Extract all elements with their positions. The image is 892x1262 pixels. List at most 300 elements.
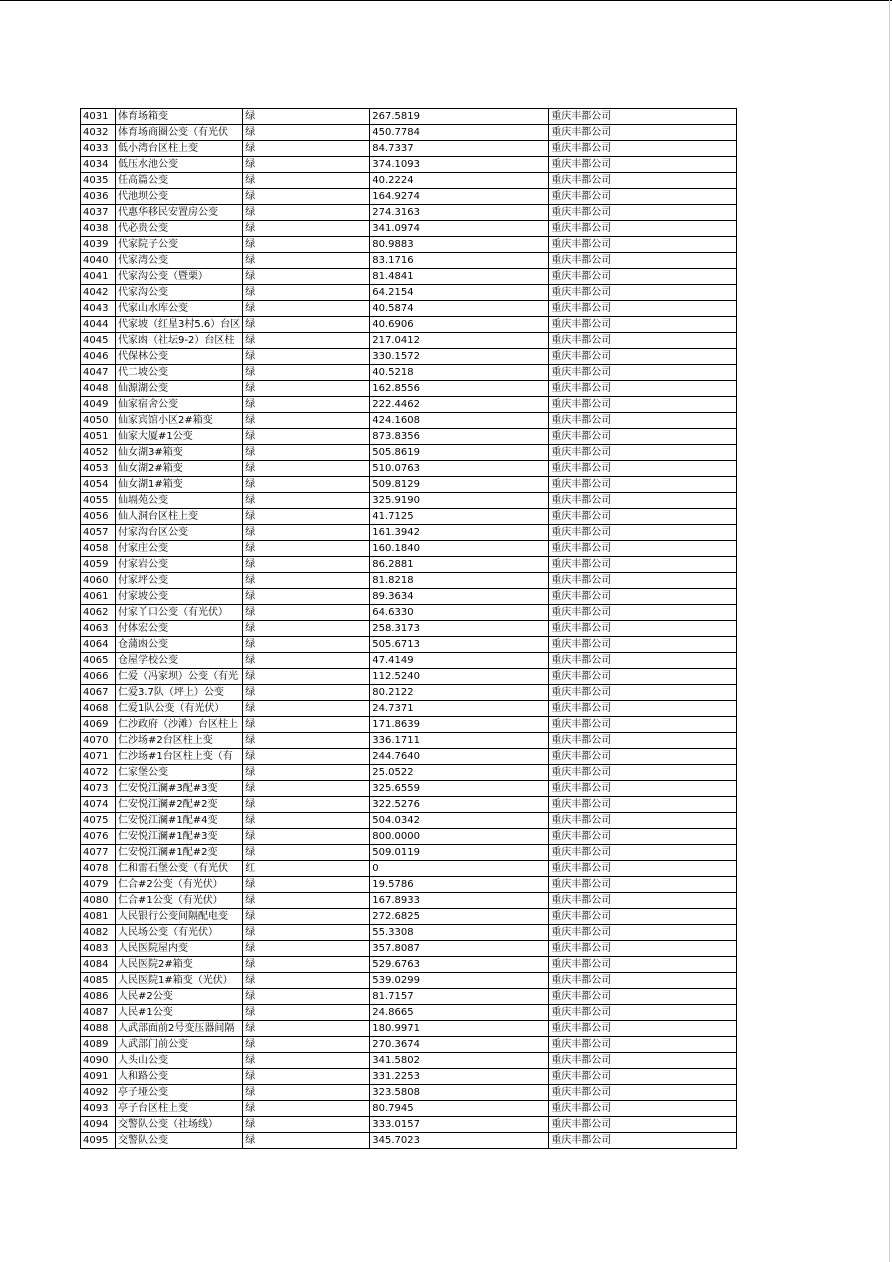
table-row bbox=[81, 285, 737, 301]
transformer-name-cell: 代池坝公变 bbox=[116, 189, 243, 205]
value-cell: 160.1840 bbox=[370, 541, 549, 557]
table-row bbox=[81, 733, 737, 749]
row-id-cell: 4058 bbox=[81, 541, 116, 557]
company-cell: 重庆丰都公司 bbox=[549, 605, 737, 621]
table-row bbox=[81, 765, 737, 781]
table-row bbox=[81, 541, 737, 557]
table-row bbox=[81, 397, 737, 413]
status-cell: 绿 bbox=[243, 461, 370, 477]
status-cell: 绿 bbox=[243, 941, 370, 957]
row-id-cell: 4034 bbox=[81, 157, 116, 173]
status-cell: 绿 bbox=[243, 397, 370, 413]
value-cell: 322.5276 bbox=[370, 797, 549, 813]
row-id-cell: 4086 bbox=[81, 989, 116, 1005]
transformer-name-cell: 仙人洞台区柱上变 bbox=[116, 509, 243, 525]
value-cell: 529.6763 bbox=[370, 957, 549, 973]
transformer-name-cell: 付家坡公变 bbox=[116, 589, 243, 605]
table-row bbox=[81, 253, 737, 269]
row-id-cell: 4049 bbox=[81, 397, 116, 413]
transformer-name-cell: 人武部面前2号变压器间隔 bbox=[116, 1021, 243, 1037]
row-id-cell: 4070 bbox=[81, 733, 116, 749]
value-cell: 24.8665 bbox=[370, 1005, 549, 1021]
value-cell: 505.8619 bbox=[370, 445, 549, 461]
status-cell: 绿 bbox=[243, 525, 370, 541]
status-cell: 绿 bbox=[243, 909, 370, 925]
transformer-name-cell: 代惠华移民安置房公变 bbox=[116, 205, 243, 221]
table-row bbox=[81, 461, 737, 477]
transformer-name-cell: 体育场箱变 bbox=[116, 109, 243, 125]
company-cell: 重庆丰都公司 bbox=[549, 301, 737, 317]
status-cell: 绿 bbox=[243, 829, 370, 845]
transformer-name-cell: 付家庄公变 bbox=[116, 541, 243, 557]
company-cell: 重庆丰都公司 bbox=[549, 829, 737, 845]
row-id-cell: 4053 bbox=[81, 461, 116, 477]
transformer-name-cell: 仁爱1队公变（有光伏） bbox=[116, 701, 243, 717]
value-cell: 325.9190 bbox=[370, 493, 549, 509]
transformer-name-cell: 代二坡公变 bbox=[116, 365, 243, 381]
value-cell: 55.3308 bbox=[370, 925, 549, 941]
company-cell: 重庆丰都公司 bbox=[549, 1021, 737, 1037]
row-id-cell: 4055 bbox=[81, 493, 116, 509]
table-row bbox=[81, 333, 737, 349]
row-id-cell: 4071 bbox=[81, 749, 116, 765]
transformer-name-cell: 低压水池公变 bbox=[116, 157, 243, 173]
company-cell: 重庆丰都公司 bbox=[549, 157, 737, 173]
transformer-name-cell: 体育场商圈公变（有光伏 bbox=[116, 125, 243, 141]
value-cell: 81.7157 bbox=[370, 989, 549, 1005]
table-row bbox=[81, 1085, 737, 1101]
transformer-name-cell: 仙塥苑公变 bbox=[116, 493, 243, 509]
value-cell: 0 bbox=[370, 861, 549, 877]
table-row bbox=[81, 717, 737, 733]
company-cell: 重庆丰都公司 bbox=[549, 749, 737, 765]
row-id-cell: 4066 bbox=[81, 669, 116, 685]
status-cell: 绿 bbox=[243, 205, 370, 221]
table-row bbox=[81, 557, 737, 573]
status-cell: 绿 bbox=[243, 445, 370, 461]
status-cell: 绿 bbox=[243, 653, 370, 669]
row-id-cell: 4047 bbox=[81, 365, 116, 381]
row-id-cell: 4051 bbox=[81, 429, 116, 445]
transformer-name-cell: 付体宏公变 bbox=[116, 621, 243, 637]
company-cell: 重庆丰都公司 bbox=[549, 973, 737, 989]
company-cell: 重庆丰都公司 bbox=[549, 237, 737, 253]
row-id-cell: 4076 bbox=[81, 829, 116, 845]
table-row bbox=[81, 381, 737, 397]
value-cell: 83.1716 bbox=[370, 253, 549, 269]
transformer-name-cell: 代保林公变 bbox=[116, 349, 243, 365]
transformer-name-cell: 人武部门前公变 bbox=[116, 1037, 243, 1053]
row-id-cell: 4065 bbox=[81, 653, 116, 669]
status-cell: 绿 bbox=[243, 557, 370, 573]
table-row bbox=[81, 445, 737, 461]
row-id-cell: 4090 bbox=[81, 1053, 116, 1069]
row-id-cell: 4091 bbox=[81, 1069, 116, 1085]
value-cell: 89.3634 bbox=[370, 589, 549, 605]
company-cell: 重庆丰都公司 bbox=[549, 1117, 737, 1133]
company-cell: 重庆丰都公司 bbox=[549, 125, 737, 141]
status-cell: 绿 bbox=[243, 813, 370, 829]
transformer-name-cell: 仙家大厦#1公变 bbox=[116, 429, 243, 445]
transformer-name-cell: 低小湾台区柱上变 bbox=[116, 141, 243, 157]
company-cell: 重庆丰都公司 bbox=[549, 893, 737, 909]
table-row bbox=[81, 1069, 737, 1085]
row-id-cell: 4085 bbox=[81, 973, 116, 989]
row-id-cell: 4063 bbox=[81, 621, 116, 637]
table-row bbox=[81, 877, 737, 893]
value-cell: 333.0157 bbox=[370, 1117, 549, 1133]
row-id-cell: 4059 bbox=[81, 557, 116, 573]
table-row bbox=[81, 813, 737, 829]
status-cell: 绿 bbox=[243, 349, 370, 365]
transformer-name-cell: 仁爱（冯家坝）公变（有光 bbox=[116, 669, 243, 685]
transformer-name-cell: 仁安悦江澜#3配#3变 bbox=[116, 781, 243, 797]
company-cell: 重庆丰都公司 bbox=[549, 589, 737, 605]
status-cell: 绿 bbox=[243, 573, 370, 589]
table-row bbox=[81, 413, 737, 429]
company-cell: 重庆丰都公司 bbox=[549, 509, 737, 525]
company-cell: 重庆丰都公司 bbox=[549, 1005, 737, 1021]
row-id-cell: 4057 bbox=[81, 525, 116, 541]
table-row bbox=[81, 957, 737, 973]
table-row bbox=[81, 637, 737, 653]
company-cell: 重庆丰都公司 bbox=[549, 365, 737, 381]
row-id-cell: 4033 bbox=[81, 141, 116, 157]
table-row bbox=[81, 909, 737, 925]
company-cell: 重庆丰都公司 bbox=[549, 541, 737, 557]
company-cell: 重庆丰都公司 bbox=[549, 381, 737, 397]
status-cell: 绿 bbox=[243, 157, 370, 173]
company-cell: 重庆丰都公司 bbox=[549, 173, 737, 189]
table-row bbox=[81, 125, 737, 141]
table-row bbox=[81, 237, 737, 253]
row-id-cell: 4056 bbox=[81, 509, 116, 525]
transformer-name-cell: 代家坡（红星3村5.6）台区 bbox=[116, 317, 243, 333]
table-row bbox=[81, 493, 737, 509]
row-id-cell: 4072 bbox=[81, 765, 116, 781]
status-cell: 绿 bbox=[243, 173, 370, 189]
company-cell: 重庆丰都公司 bbox=[549, 109, 737, 125]
company-cell: 重庆丰都公司 bbox=[549, 461, 737, 477]
row-id-cell: 4068 bbox=[81, 701, 116, 717]
transformer-name-cell: 任高篇公变 bbox=[116, 173, 243, 189]
status-cell: 绿 bbox=[243, 125, 370, 141]
company-cell: 重庆丰都公司 bbox=[549, 349, 737, 365]
transformer-name-cell: 付家坪公变 bbox=[116, 573, 243, 589]
transformer-name-cell: 代家沟公变（暨栗） bbox=[116, 269, 243, 285]
company-cell: 重庆丰都公司 bbox=[549, 845, 737, 861]
status-cell: 绿 bbox=[243, 957, 370, 973]
company-cell: 重庆丰都公司 bbox=[549, 477, 737, 493]
table-row bbox=[81, 429, 737, 445]
value-cell: 162.8556 bbox=[370, 381, 549, 397]
company-cell: 重庆丰都公司 bbox=[549, 205, 737, 221]
value-cell: 161.3942 bbox=[370, 525, 549, 541]
table-row bbox=[81, 205, 737, 221]
value-cell: 267.5819 bbox=[370, 109, 549, 125]
value-cell: 40.5874 bbox=[370, 301, 549, 317]
status-cell: 红 bbox=[243, 861, 370, 877]
transformer-name-cell: 仁安悦江澜#1配#4变 bbox=[116, 813, 243, 829]
status-cell: 绿 bbox=[243, 701, 370, 717]
transformer-name-cell: 人民医院1#箱变（光伏） bbox=[116, 973, 243, 989]
row-id-cell: 4082 bbox=[81, 925, 116, 941]
value-cell: 80.2122 bbox=[370, 685, 549, 701]
row-id-cell: 4050 bbox=[81, 413, 116, 429]
value-cell: 504.0342 bbox=[370, 813, 549, 829]
transformer-name-cell: 付家丫口公变（有光伏） bbox=[116, 605, 243, 621]
status-cell: 绿 bbox=[243, 1021, 370, 1037]
status-cell: 绿 bbox=[243, 189, 370, 205]
status-cell: 绿 bbox=[243, 253, 370, 269]
row-id-cell: 4046 bbox=[81, 349, 116, 365]
value-cell: 345.7023 bbox=[370, 1133, 549, 1149]
table-row bbox=[81, 797, 737, 813]
status-cell: 绿 bbox=[243, 301, 370, 317]
value-cell: 509.0119 bbox=[370, 845, 549, 861]
status-cell: 绿 bbox=[243, 381, 370, 397]
value-cell: 222.4462 bbox=[370, 397, 549, 413]
transformer-name-cell: 仙家宾馆小区2#箱变 bbox=[116, 413, 243, 429]
value-cell: 81.4841 bbox=[370, 269, 549, 285]
status-cell: 绿 bbox=[243, 1053, 370, 1069]
transformer-name-cell: 仁沙政府（沙滩）台区柱上 bbox=[116, 717, 243, 733]
company-cell: 重庆丰都公司 bbox=[549, 797, 737, 813]
status-cell: 绿 bbox=[243, 685, 370, 701]
transformer-name-cell: 亭子台区柱上变 bbox=[116, 1101, 243, 1117]
status-cell: 绿 bbox=[243, 365, 370, 381]
status-cell: 绿 bbox=[243, 541, 370, 557]
transformer-name-cell: 仁和雷石堡公变（有光伏 bbox=[116, 861, 243, 877]
transformer-name-cell: 仙源湖公变 bbox=[116, 381, 243, 397]
transformer-name-cell: 人和路公变 bbox=[116, 1069, 243, 1085]
status-cell: 绿 bbox=[243, 141, 370, 157]
status-cell: 绿 bbox=[243, 237, 370, 253]
row-id-cell: 4035 bbox=[81, 173, 116, 189]
status-cell: 绿 bbox=[243, 669, 370, 685]
page-right-edge bbox=[889, 0, 890, 1262]
table-row bbox=[81, 685, 737, 701]
company-cell: 重庆丰都公司 bbox=[549, 253, 737, 269]
status-cell: 绿 bbox=[243, 717, 370, 733]
row-id-cell: 4061 bbox=[81, 589, 116, 605]
table-row bbox=[81, 589, 737, 605]
table-row bbox=[81, 1053, 737, 1069]
company-cell: 重庆丰都公司 bbox=[549, 669, 737, 685]
table-row bbox=[81, 365, 737, 381]
transformer-name-cell: 亭子垭公变 bbox=[116, 1085, 243, 1101]
company-cell: 重庆丰都公司 bbox=[549, 333, 737, 349]
transformer-name-cell: 人民医院屋内变 bbox=[116, 941, 243, 957]
company-cell: 重庆丰都公司 bbox=[549, 1037, 737, 1053]
row-id-cell: 4052 bbox=[81, 445, 116, 461]
table-row bbox=[81, 669, 737, 685]
status-cell: 绿 bbox=[243, 781, 370, 797]
transformer-name-cell: 仁安悦江澜#1配#2变 bbox=[116, 845, 243, 861]
row-id-cell: 4069 bbox=[81, 717, 116, 733]
value-cell: 325.6559 bbox=[370, 781, 549, 797]
value-cell: 112.5240 bbox=[370, 669, 549, 685]
row-id-cell: 4079 bbox=[81, 877, 116, 893]
company-cell: 重庆丰都公司 bbox=[549, 733, 737, 749]
value-cell: 357.8087 bbox=[370, 941, 549, 957]
company-cell: 重庆丰都公司 bbox=[549, 813, 737, 829]
company-cell: 重庆丰都公司 bbox=[549, 269, 737, 285]
table-row bbox=[81, 1005, 737, 1021]
status-cell: 绿 bbox=[243, 797, 370, 813]
value-cell: 41.7125 bbox=[370, 509, 549, 525]
table-row bbox=[81, 1117, 737, 1133]
row-id-cell: 4041 bbox=[81, 269, 116, 285]
table-row bbox=[81, 349, 737, 365]
row-id-cell: 4031 bbox=[81, 109, 116, 125]
company-cell: 重庆丰都公司 bbox=[549, 765, 737, 781]
table-row bbox=[81, 781, 737, 797]
table-row bbox=[81, 157, 737, 173]
status-cell: 绿 bbox=[243, 893, 370, 909]
row-id-cell: 4078 bbox=[81, 861, 116, 877]
row-id-cell: 4054 bbox=[81, 477, 116, 493]
row-id-cell: 4048 bbox=[81, 381, 116, 397]
table-row bbox=[81, 845, 737, 861]
table-row bbox=[81, 1101, 737, 1117]
value-cell: 64.6330 bbox=[370, 605, 549, 621]
value-cell: 374.1093 bbox=[370, 157, 549, 173]
value-cell: 40.5218 bbox=[370, 365, 549, 381]
value-cell: 217.0412 bbox=[370, 333, 549, 349]
value-cell: 272.6825 bbox=[370, 909, 549, 925]
status-cell: 绿 bbox=[243, 637, 370, 653]
company-cell: 重庆丰都公司 bbox=[549, 941, 737, 957]
value-cell: 873.8356 bbox=[370, 429, 549, 445]
value-cell: 505.6713 bbox=[370, 637, 549, 653]
row-id-cell: 4081 bbox=[81, 909, 116, 925]
transformer-name-cell: 代家湾公变 bbox=[116, 253, 243, 269]
status-cell: 绿 bbox=[243, 605, 370, 621]
status-cell: 绿 bbox=[243, 109, 370, 125]
status-cell: 绿 bbox=[243, 749, 370, 765]
company-cell: 重庆丰都公司 bbox=[549, 493, 737, 509]
status-cell: 绿 bbox=[243, 429, 370, 445]
transformer-name-cell: 仁安悦江澜#2配#2变 bbox=[116, 797, 243, 813]
row-id-cell: 4042 bbox=[81, 285, 116, 301]
row-id-cell: 4075 bbox=[81, 813, 116, 829]
table-row bbox=[81, 989, 737, 1005]
status-cell: 绿 bbox=[243, 317, 370, 333]
value-cell: 270.3674 bbox=[370, 1037, 549, 1053]
status-cell: 绿 bbox=[243, 845, 370, 861]
company-cell: 重庆丰都公司 bbox=[549, 141, 737, 157]
transformer-name-cell: 仁沙场#2台区柱上变 bbox=[116, 733, 243, 749]
table-row bbox=[81, 701, 737, 717]
status-cell: 绿 bbox=[243, 989, 370, 1005]
transformer-name-cell: 付家岩公变 bbox=[116, 557, 243, 573]
status-cell: 绿 bbox=[243, 1069, 370, 1085]
company-cell: 重庆丰都公司 bbox=[549, 781, 737, 797]
row-id-cell: 4073 bbox=[81, 781, 116, 797]
row-id-cell: 4087 bbox=[81, 1005, 116, 1021]
table-row bbox=[81, 221, 737, 237]
value-cell: 424.1608 bbox=[370, 413, 549, 429]
value-cell: 80.9883 bbox=[370, 237, 549, 253]
status-cell: 绿 bbox=[243, 589, 370, 605]
row-id-cell: 4032 bbox=[81, 125, 116, 141]
transformer-name-cell: 仓蒲凼公变 bbox=[116, 637, 243, 653]
value-cell: 330.1572 bbox=[370, 349, 549, 365]
transformer-name-cell: 仁合#2公变（有光伏） bbox=[116, 877, 243, 893]
value-cell: 800.0000 bbox=[370, 829, 549, 845]
table-row bbox=[81, 525, 737, 541]
transformer-name-cell: 仁安悦江澜#1配#3变 bbox=[116, 829, 243, 845]
row-id-cell: 4094 bbox=[81, 1117, 116, 1133]
table-row bbox=[81, 1021, 737, 1037]
company-cell: 重庆丰都公司 bbox=[549, 285, 737, 301]
table-body bbox=[81, 109, 737, 1149]
company-cell: 重庆丰都公司 bbox=[549, 909, 737, 925]
status-cell: 绿 bbox=[243, 733, 370, 749]
status-cell: 绿 bbox=[243, 285, 370, 301]
table-row bbox=[81, 973, 737, 989]
row-id-cell: 4093 bbox=[81, 1101, 116, 1117]
table-row bbox=[81, 941, 737, 957]
company-cell: 重庆丰都公司 bbox=[549, 621, 737, 637]
table-row bbox=[81, 1133, 737, 1149]
transformer-name-cell: 人民#1公变 bbox=[116, 1005, 243, 1021]
row-id-cell: 4036 bbox=[81, 189, 116, 205]
value-cell: 180.9971 bbox=[370, 1021, 549, 1037]
status-cell: 绿 bbox=[243, 1005, 370, 1021]
status-cell: 绿 bbox=[243, 477, 370, 493]
table-row bbox=[81, 749, 737, 765]
table-row bbox=[81, 653, 737, 669]
transformer-name-cell: 人民医院2#箱变 bbox=[116, 957, 243, 973]
value-cell: 19.5786 bbox=[370, 877, 549, 893]
company-cell: 重庆丰都公司 bbox=[549, 925, 737, 941]
company-cell: 重庆丰都公司 bbox=[549, 525, 737, 541]
company-cell: 重庆丰都公司 bbox=[549, 221, 737, 237]
company-cell: 重庆丰都公司 bbox=[549, 1133, 737, 1149]
status-cell: 绿 bbox=[243, 1037, 370, 1053]
transformer-name-cell: 人头山公变 bbox=[116, 1053, 243, 1069]
row-id-cell: 4039 bbox=[81, 237, 116, 253]
transformer-name-cell: 交警队公变 bbox=[116, 1133, 243, 1149]
status-cell: 绿 bbox=[243, 1117, 370, 1133]
transformer-table bbox=[80, 108, 737, 1149]
table-row bbox=[81, 317, 737, 333]
value-cell: 64.2154 bbox=[370, 285, 549, 301]
status-cell: 绿 bbox=[243, 925, 370, 941]
table-row bbox=[81, 301, 737, 317]
company-cell: 重庆丰都公司 bbox=[549, 957, 737, 973]
company-cell: 重庆丰都公司 bbox=[549, 989, 737, 1005]
status-cell: 绿 bbox=[243, 973, 370, 989]
table-row bbox=[81, 605, 737, 621]
value-cell: 25.0522 bbox=[370, 765, 549, 781]
transformer-name-cell: 仁家堡公变 bbox=[116, 765, 243, 781]
table-row bbox=[81, 477, 737, 493]
status-cell: 绿 bbox=[243, 1085, 370, 1101]
transformer-name-cell: 人民银行公变间隔配电变 bbox=[116, 909, 243, 925]
page-top-border bbox=[0, 0, 892, 1]
company-cell: 重庆丰都公司 bbox=[549, 701, 737, 717]
value-cell: 40.6906 bbox=[370, 317, 549, 333]
company-cell: 重庆丰都公司 bbox=[549, 317, 737, 333]
company-cell: 重庆丰都公司 bbox=[549, 413, 737, 429]
row-id-cell: 4095 bbox=[81, 1133, 116, 1149]
value-cell: 258.3173 bbox=[370, 621, 549, 637]
row-id-cell: 4084 bbox=[81, 957, 116, 973]
value-cell: 509.8129 bbox=[370, 477, 549, 493]
